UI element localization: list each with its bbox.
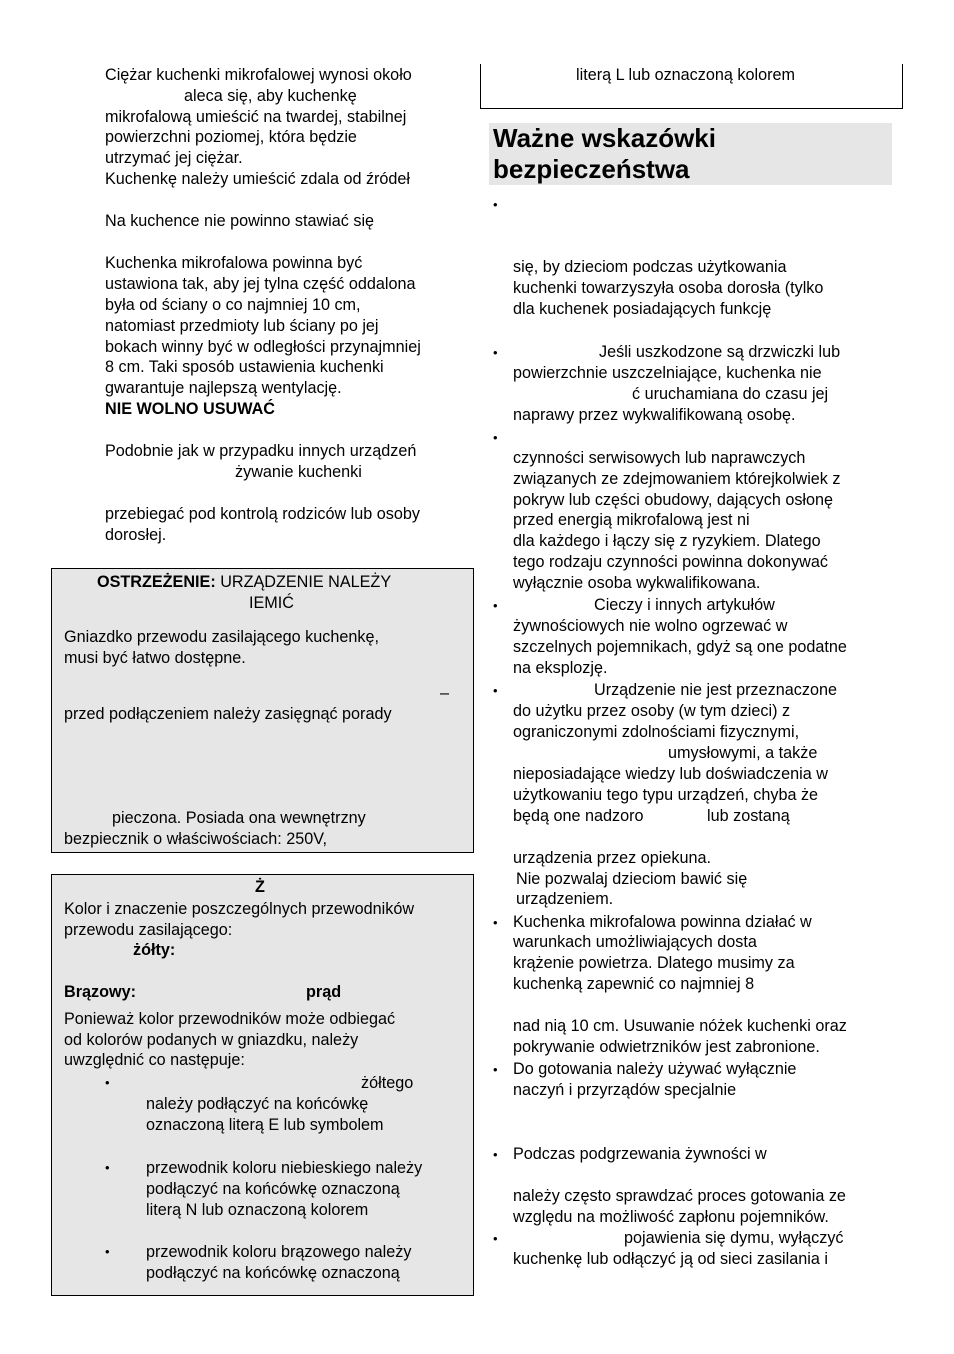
right-bullet-6: • — [493, 915, 498, 930]
color-bullet-3: • — [105, 1244, 110, 1259]
right-bullet-9: • — [493, 1231, 498, 1246]
r-b4-line3: szczelnych pojemnikach, gdyż są one podatne — [513, 638, 847, 656]
left-p4-line4: natomiast przedmioty lub ściany po jej — [105, 317, 379, 335]
left-p2: Kuchenkę należy umieścić zdala od źródeł — [105, 170, 411, 188]
r-b6-line5: nad nią 10 cm. Usuwanie nóżek kuchenki oraz — [513, 1017, 847, 1035]
left-p4-line1: Kuchenka mikrofalowa powinna być — [105, 254, 363, 272]
right-bullet-4: • — [493, 598, 498, 613]
right-bullet-7: • — [493, 1062, 498, 1077]
safety-heading-line1: Ważne wskazówki — [493, 123, 716, 153]
r-b5-line2: do użytku przez osoby (w tym dzieci) z — [513, 702, 791, 720]
left-p6-line2: żywanie kuchenki — [235, 463, 362, 481]
r-b2-line3: ć uruchamiana do czasu jej — [632, 385, 829, 403]
r-b6-line3: krążenie powietrza. Dlatego musimy za — [513, 954, 795, 972]
r-b3-line2: związanych ze zdejmowaniem którejkolwiek z — [513, 470, 841, 488]
r-b3-line7: wyłącznie osoba wykwalifikowana. — [513, 574, 761, 592]
r-b5-line8: urządzenia przez opiekuna. — [513, 849, 711, 867]
r-b1-line1: się, by dzieciom podczas użytkowania — [513, 258, 787, 276]
color-intro-line1: Kolor i znaczenie poszczególnych przewodników — [64, 900, 415, 918]
warning-line2: musi być łatwo dostępne. — [64, 649, 246, 667]
r-b7-line1: Do gotowania należy używać wyłącznie — [513, 1060, 797, 1078]
color-para-line3: uwzględnić co następuje: — [64, 1051, 245, 1069]
safety-heading-line2: bezpieczeństwa — [493, 154, 690, 184]
warning-title-line2: IEMIĆ — [249, 594, 294, 612]
r-b1-line2: kuchenki towarzyszyła osoba dorosła (tylko — [513, 279, 824, 297]
right-bullet-1: • — [493, 197, 498, 212]
left-p1-line3: mikrofalową umieścić na twardej, stabilnej — [105, 108, 407, 126]
r-b3-line6: tego rodzaju czynności powinna dokonywać — [513, 553, 828, 571]
left-p1-line5: utrzymać jej ciężar. — [105, 149, 243, 167]
r-b5-line9: Nie pozwalaj dzieciom bawić się — [516, 870, 748, 888]
r-b5-line3: ograniczonymi zdolnościami fizycznymi, — [513, 723, 800, 741]
warning-dash: – — [440, 684, 450, 702]
r-b2-line4: naprawy przez wykwalifikowaną osobę. — [513, 406, 796, 424]
color-b1-line3: oznaczoną literą E lub symbolem — [146, 1116, 384, 1134]
r-b2-line2: powierzchnie uszczelniające, kuchenka nie — [513, 364, 822, 382]
color-b2-line1: przewodnik koloru niebieskiego należy — [146, 1159, 423, 1177]
warning-title — [97, 572, 391, 593]
left-p7-line1: przebiegać pod kontrolą rodziców lub osoby — [105, 505, 420, 523]
color-bullet-1: • — [105, 1075, 110, 1090]
warning-title-rest: URZĄDZENIE NALEŻY — [220, 573, 392, 591]
color-yellow-label: żółty: — [133, 941, 176, 959]
left-p4-line2: ustawiona tak, aby jej tylna część oddalona — [105, 275, 416, 293]
r-b8-line3: względu na możliwość zapłonu pojemników. — [513, 1208, 829, 1226]
left-p4-line6: 8 cm. Taki sposób ustawienia kuchenki — [105, 358, 384, 376]
right-bullet-8: • — [493, 1147, 498, 1162]
r-b8-line1: Podczas podgrzewania żywności w — [513, 1145, 767, 1163]
left-p1-line1: Ciężar kuchenki mikrofalowej wynosi około — [105, 66, 412, 84]
color-brown-current: prąd — [306, 983, 342, 1001]
r-b3-line3: pokryw lub części obudowy, dających osłonę — [513, 491, 834, 509]
top-right-box-text: literą L lub oznaczoną kolorem — [576, 66, 795, 84]
r-b6-line2: warunkach umożliwiających dosta — [513, 933, 757, 951]
r-b6-line1: Kuchenka mikrofalowa powinna działać w — [513, 913, 812, 931]
left-p1-line4: powierzchni poziomej, która będzie — [105, 128, 357, 146]
left-p6-line1: Podobnie jak w przypadku innych urządzeń — [105, 442, 417, 460]
color-para-line2: od kolorów podanych w gniazdku, należy — [64, 1031, 359, 1049]
r-b7-line2: naczyń i przyrządów specjalnie — [513, 1081, 737, 1099]
left-p4-line3: była od ściany o co najmniej 10 cm, — [105, 296, 361, 314]
r-b3-line5: dla każdego i łączy się z ryzykiem. Dlatego — [513, 532, 821, 550]
color-b3-line2: podłączyć na końcówkę oznaczoną — [146, 1264, 400, 1282]
warning-title-bold: OSTRZEŻENIE: — [97, 573, 216, 591]
r-b9-line1: pojawienia się dymu, wyłączyć — [624, 1229, 844, 1247]
r-b8-line2: należy często sprawdzać proces gotowania ze — [513, 1187, 846, 1205]
r-b5-line1: Urządzenie nie jest przeznaczone — [594, 681, 837, 699]
color-box-title: Ż — [255, 878, 265, 896]
color-b2-line3: literą N lub oznaczoną kolorem — [146, 1201, 369, 1219]
r-b6-line4: kuchenką zapewnić co najmniej 8 — [513, 975, 755, 993]
right-bullet-5: • — [493, 683, 498, 698]
color-b2-line2: podłączyć na końcówkę oznaczoną — [146, 1180, 400, 1198]
right-bullet-3: • — [493, 430, 498, 445]
color-bullet-2: • — [105, 1160, 110, 1175]
warning-line5: bezpiecznik o właściwościach: 250V, — [64, 830, 328, 848]
r-b5-line10: urządzeniem. — [516, 890, 614, 908]
color-para-line1: Ponieważ kolor przewodników może odbiegać — [64, 1010, 396, 1028]
left-p4-line5: bokach winny być w odległości przynajmniej — [105, 338, 421, 356]
r-b5-line7a: będą one nadzoro — [513, 807, 644, 825]
r-b6-line6: pokrywanie odwietrzników jest zabronione. — [513, 1038, 820, 1056]
r-b9-line2: kuchenkę lub odłączyć ją od sieci zasilania i — [513, 1250, 828, 1268]
r-b5-line7b: lub zostaną — [707, 807, 790, 825]
left-p7-line2: dorosłej. — [105, 526, 167, 544]
r-b4-line2: żywnościowych nie wolno ogrzewać w — [513, 617, 788, 635]
color-intro-line2: przewodu zasilającego: — [64, 921, 233, 939]
left-p3: Na kuchence nie powinno stawiać się — [105, 212, 375, 230]
warning-line4: pieczona. Posiada ona wewnętrzny — [112, 809, 366, 827]
r-b1-line3: dla kuchenek posiadających funkcję — [513, 300, 772, 318]
r-b4-line4: na eksplozję. — [513, 659, 608, 677]
left-p5-bold: NIE WOLNO USUWAĆ — [105, 400, 275, 418]
color-b1-line2: należy podłączyć na końcówkę — [146, 1095, 369, 1113]
r-b3-line1: czynności serwisowych lub naprawczych — [513, 449, 806, 467]
color-b3-line1: przewodnik koloru brązowego należy — [146, 1243, 412, 1261]
left-p1-line2: aleca się, aby kuchenkę — [184, 87, 357, 105]
right-bullet-2: • — [493, 345, 498, 360]
warning-line1: Gniazdko przewodu zasilającego kuchenkę, — [64, 628, 379, 646]
r-b5-line5: nieposiadające wiedzy lub doświadczenia w — [513, 765, 828, 783]
r-b5-line4: umysłowymi, a także — [668, 744, 818, 762]
color-brown-label: Brązowy: — [64, 983, 136, 1001]
warning-line3: przed podłączeniem należy zasięgnąć porady — [64, 705, 392, 723]
left-p4-line7: gwarantuje najlepszą wentylację. — [105, 379, 342, 397]
r-b5-line6: użytkowaniu tego typu urządzeń, chyba że — [513, 786, 819, 804]
r-b4-line1: Cieczy i innych artykułów — [594, 596, 775, 614]
r-b2-line1: Jeśli uszkodzone są drzwiczki lub — [599, 343, 841, 361]
color-b1-line1: żółtego — [361, 1074, 414, 1092]
r-b3-line4: przed energią mikrofalową jest ni — [513, 511, 750, 529]
